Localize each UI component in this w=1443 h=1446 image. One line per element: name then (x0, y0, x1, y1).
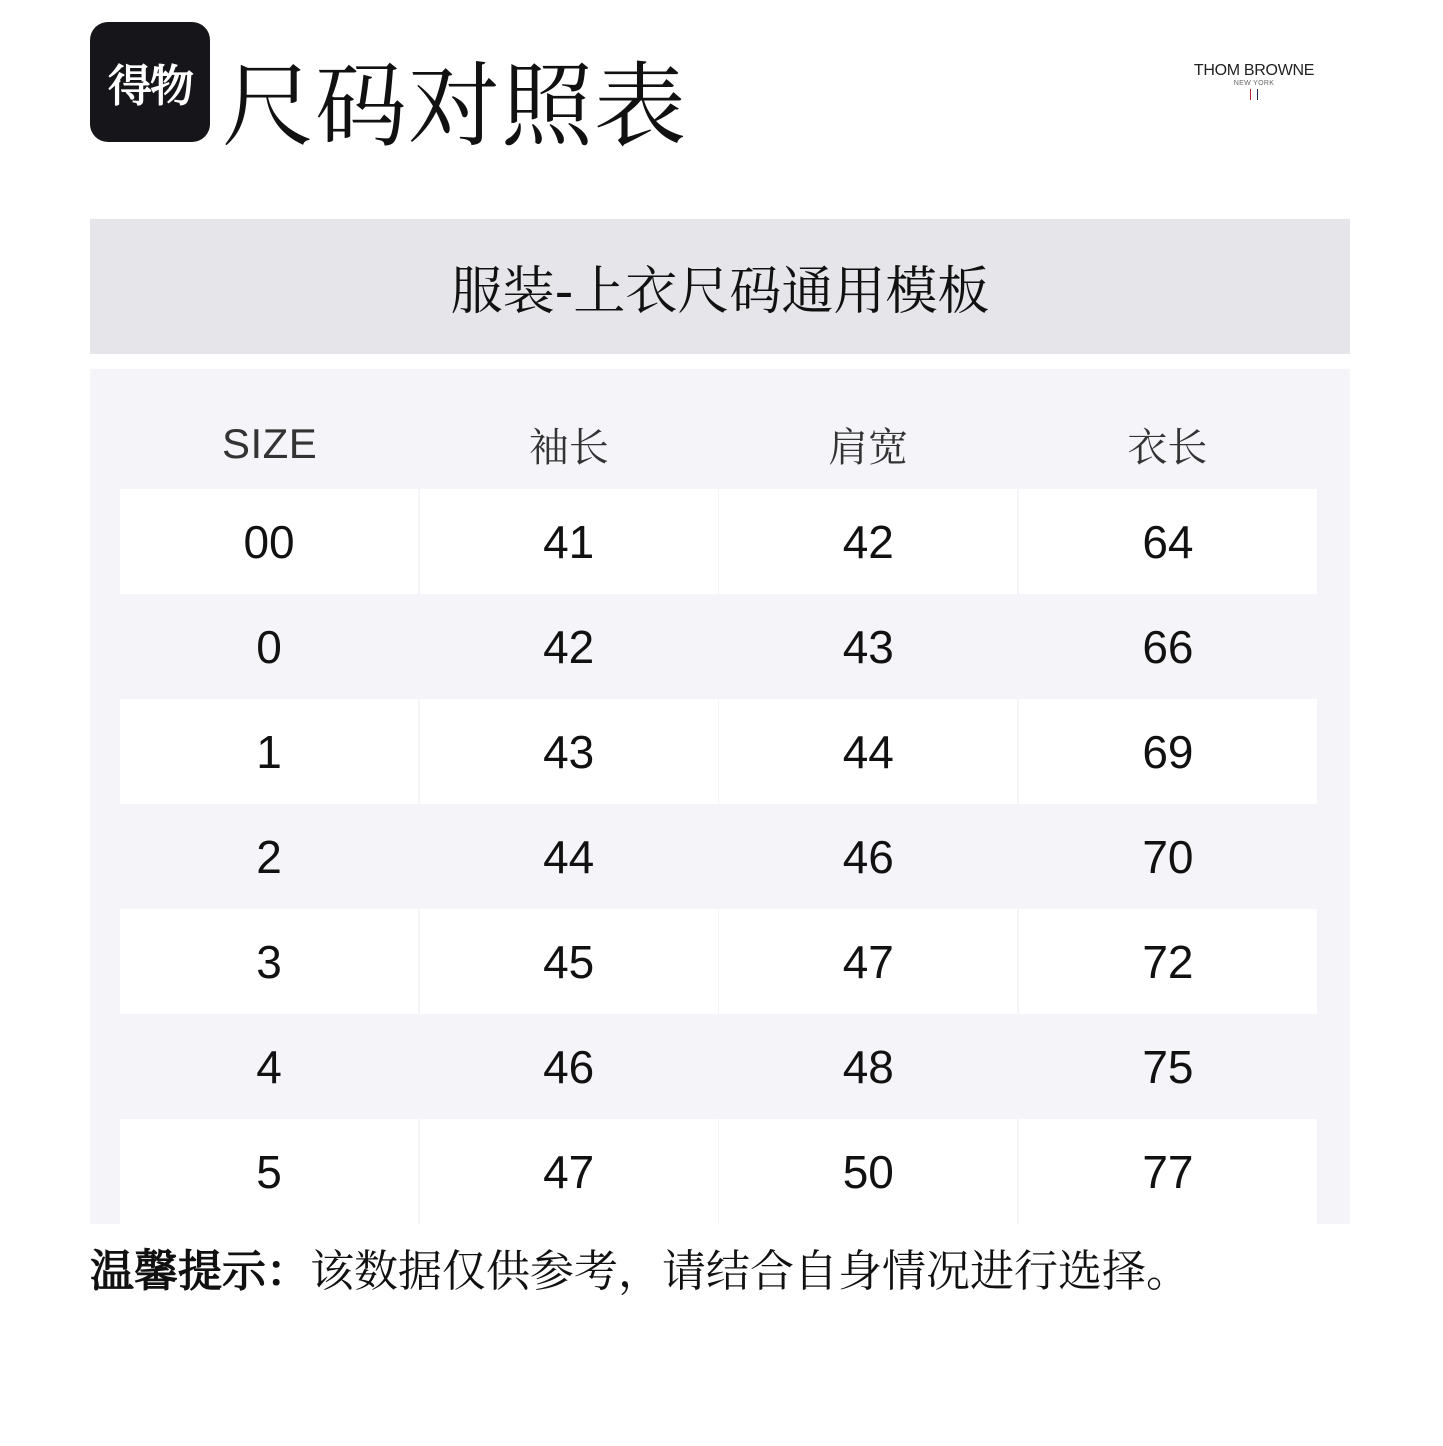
tip-note (90, 1240, 1390, 1304)
cell-shoulder-width: 47 (719, 909, 1017, 1014)
cell-body-length: 64 (1019, 489, 1317, 594)
brand-name: THOM BROWNE (1193, 62, 1315, 79)
table-row (120, 909, 1317, 1014)
cell-sleeve-length: 42 (420, 594, 718, 699)
page-title: 尺码对照表 (222, 53, 688, 160)
column-header-body-length: 衣长 (1127, 424, 1208, 471)
app-logo-text: 得物 (108, 61, 192, 112)
cell-sleeve-length: 47 (420, 1119, 718, 1224)
cell-sleeve-length: 46 (420, 1014, 718, 1119)
cell-shoulder-width: 46 (719, 804, 1017, 909)
cell-body-length: 72 (1019, 909, 1317, 1014)
brand-stripe (1257, 89, 1258, 100)
cell-shoulder-width: 48 (719, 1014, 1017, 1119)
cell-size: 0 (120, 594, 418, 699)
table-row (120, 489, 1317, 594)
table-body (120, 489, 1317, 1224)
cell-body-length: 75 (1019, 1014, 1317, 1119)
app-logo (90, 22, 210, 142)
brand-stripes-icon (1250, 89, 1258, 100)
section-title: 服装-上衣尺码通用模板 (450, 262, 990, 322)
section-title-band (90, 219, 1350, 354)
column-header-sleeve-length: 袖长 (528, 424, 609, 471)
table-row (120, 1014, 1317, 1119)
cell-size: 00 (120, 489, 418, 594)
cell-sleeve-length: 43 (420, 699, 718, 804)
column-header-size: SIZE (221, 420, 318, 467)
cell-sleeve-length: 41 (420, 489, 718, 594)
cell-size: 5 (120, 1119, 418, 1224)
table-row (120, 594, 1317, 699)
brand-stripe (1250, 89, 1251, 100)
table-row (120, 804, 1317, 909)
table-row (120, 1119, 1317, 1224)
table-header (120, 389, 1317, 499)
cell-sleeve-length: 45 (420, 909, 718, 1014)
cell-body-length: 70 (1019, 804, 1317, 909)
cell-body-length: 66 (1019, 594, 1317, 699)
cell-shoulder-width: 50 (719, 1119, 1017, 1224)
cell-size: 3 (120, 909, 418, 1014)
column-header-shoulder-width: 肩宽 (828, 424, 909, 471)
cell-size: 1 (120, 699, 418, 804)
cell-shoulder-width: 43 (719, 594, 1017, 699)
size-table (90, 369, 1350, 1224)
cell-sleeve-length: 44 (420, 804, 718, 909)
brand-logo (1180, 62, 1328, 100)
tip-label: 温馨提示： (90, 1246, 310, 1297)
brand-stripe (1253, 89, 1254, 100)
cell-size: 2 (120, 804, 418, 909)
tip-text: 该数据仅供参考，请结合自身情况进行选择。 (310, 1246, 1190, 1297)
cell-shoulder-width: 42 (719, 489, 1017, 594)
cell-shoulder-width: 44 (719, 699, 1017, 804)
cell-size: 4 (120, 1014, 418, 1119)
table-row (120, 699, 1317, 804)
cell-body-length: 77 (1019, 1119, 1317, 1224)
cell-body-length: 69 (1019, 699, 1317, 804)
brand-subtitle: NEW YORK (1233, 80, 1275, 87)
